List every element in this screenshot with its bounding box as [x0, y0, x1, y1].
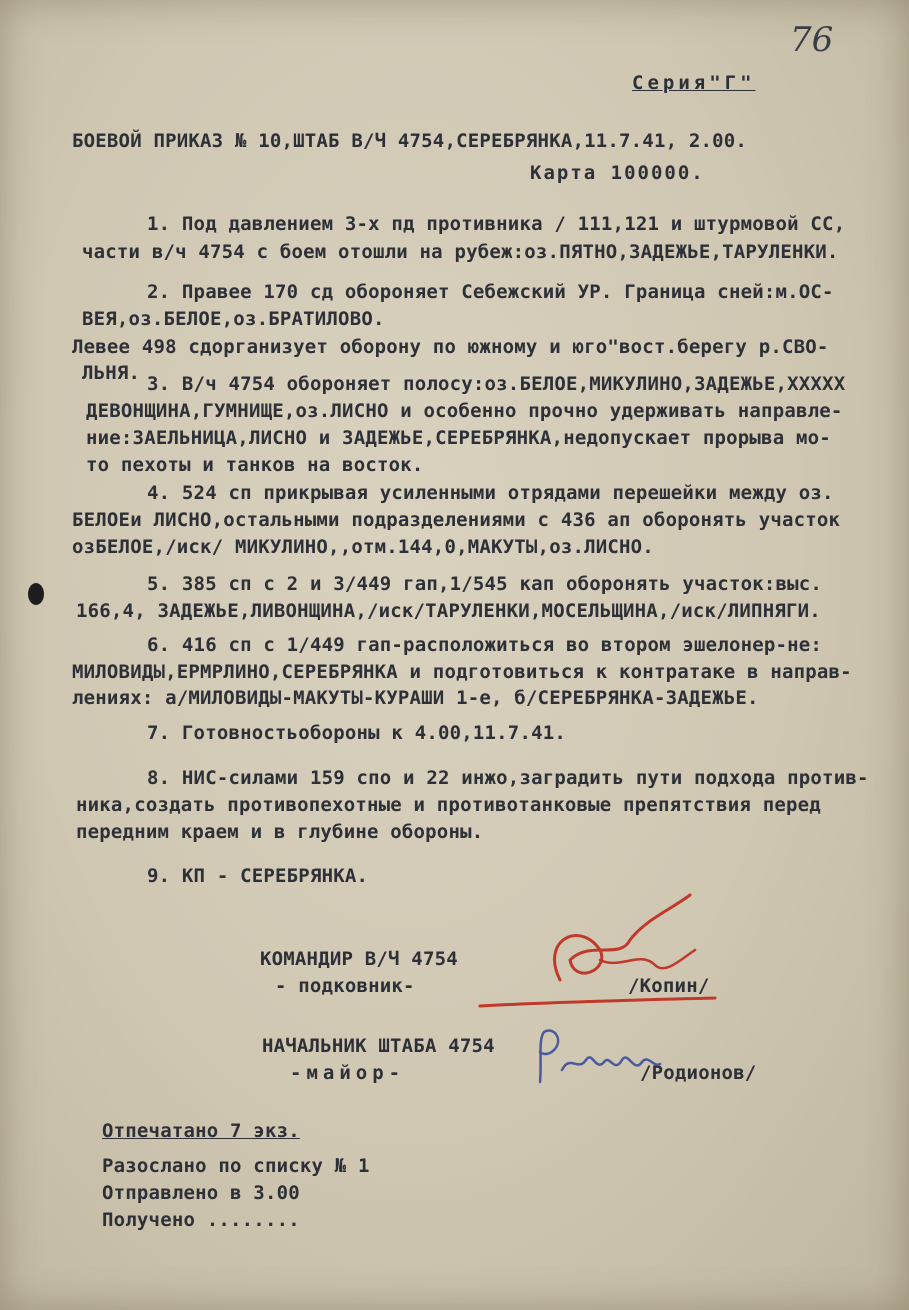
order-title: БОЕВОЙ ПРИКАЗ № 10,ШТАБ В/Ч 4754,СЕРЕБРЯНКА,11.7.41, 2.00. [72, 130, 748, 152]
body-line: ника,создать противопехотные и противотанковые препятствия перед [76, 794, 821, 816]
printed-copies: Отпечатано 7 экз. [102, 1120, 300, 1142]
body-line: 5. 385 сп с 2 и 3/449 гап,1/545 кап оборонять участок:выс. [147, 573, 823, 595]
body-line: ЛЬНЯ. [82, 362, 141, 384]
body-line: 1. Под давлением 3-х пд противника / 111,121 и штурмовой СС, [147, 213, 846, 235]
body-line: ВЕЯ,оз.БЕЛОЕ,оз.БРАТИЛОВО. [82, 308, 385, 330]
punch-hole [28, 583, 44, 605]
body-line: 9. КП - СЕРЕБРЯНКА. [147, 865, 369, 887]
body-line: 166,4, ЗАДЕЖЬЕ,ЛИВОНЩИНА,/иск/ТАРУЛЕНКИ,МОСЕЛЬЩИНА,/иск/ЛИПНЯГИ. [76, 600, 821, 622]
body-line: 8. НИС-силами 159 спо и 22 инжо,заградить пути подхода против- [147, 767, 869, 789]
body-line: то пехоты и танков на восток. [86, 454, 424, 476]
commander-rank: - подковник- [275, 975, 415, 997]
chief-title: НАЧАЛЬНИК ШТАБА 4754 [262, 1035, 495, 1057]
body-line: 7. Готовностьобороны к 4.00,11.7.41. [147, 722, 567, 744]
sent-line: Отправлено в 3.00 [102, 1182, 300, 1204]
body-line: ДЕВОНЩИНА,ГУМНИЩЕ,оз.ЛИСНО и особенно прочно удерживать направле- [86, 400, 843, 422]
body-line: МИЛОВИДЫ,ЕРМРЛИНО,СЕРЕБРЯНКА и подготовиться к контратаке в направ- [72, 661, 852, 683]
body-line: БЕЛОЕи ЛИСНО,остальными подразделениями с 436 ап оборонять участок [72, 509, 841, 531]
chief-rank: -майор- [290, 1062, 406, 1084]
body-line: 4. 524 сп прикрывая усиленными отрядами перешейки между оз. [147, 482, 834, 504]
body-line: 6. 416 сп с 1/449 гап-расположиться во втором эшелонер-не: [147, 634, 823, 656]
page-number: 76 [790, 20, 834, 60]
received-line: Получено ........ [102, 1209, 300, 1231]
body-line: части в/ч 4754 с боем отошли на рубеж:оз.ПЯТНО,ЗАДЕЖЬЕ,ТАРУЛЕНКИ. [82, 241, 839, 263]
map-scale: Карта 100000. [530, 162, 705, 184]
body-line: ние:ЗАЕЛЬНИЦА,ЛИСНО и ЗАДЕЖЬЕ,СЕРЕБРЯНКА,недопускает прорыва мо- [86, 427, 831, 449]
series-label: Серия"Г" [632, 72, 756, 94]
body-line: озБЕЛОЕ,/иск/ МИКУЛИНО,,отм.144,0,МАКУТЫ,оз.ЛИСНО. [72, 536, 654, 558]
commander-name: /Копин/ [628, 975, 710, 997]
body-line: 3. В/ч 4754 обороняет полосу:оз.БЕЛОЕ,МИКУЛИНО,ЗАДЕЖЬЕ,ХХХХХ [147, 373, 846, 395]
chief-signature [530, 1020, 690, 1100]
body-line: 2. Правее 170 сд обороняет Себежский УР. Граница сней:м.ОС- [147, 281, 834, 303]
body-line: Левее 498 сдорганизует оборону по южному и юго"вост.берегу р.СВО- [72, 336, 829, 358]
commander-signature [470, 880, 730, 1020]
chief-name: /Родионов/ [640, 1062, 757, 1084]
body-line: лениях: а/МИЛОВИДЫ-МАКУТЫ-КУРАШИ 1-е, б/СЕРЕБРЯНКА-ЗАДЕЖЬЕ. [72, 687, 759, 709]
distribution-line: Разослано по списку № 1 [102, 1155, 370, 1177]
commander-title: КОМАНДИР В/Ч 4754 [260, 948, 458, 970]
body-line: передним краем и в глубине обороны. [76, 821, 484, 843]
